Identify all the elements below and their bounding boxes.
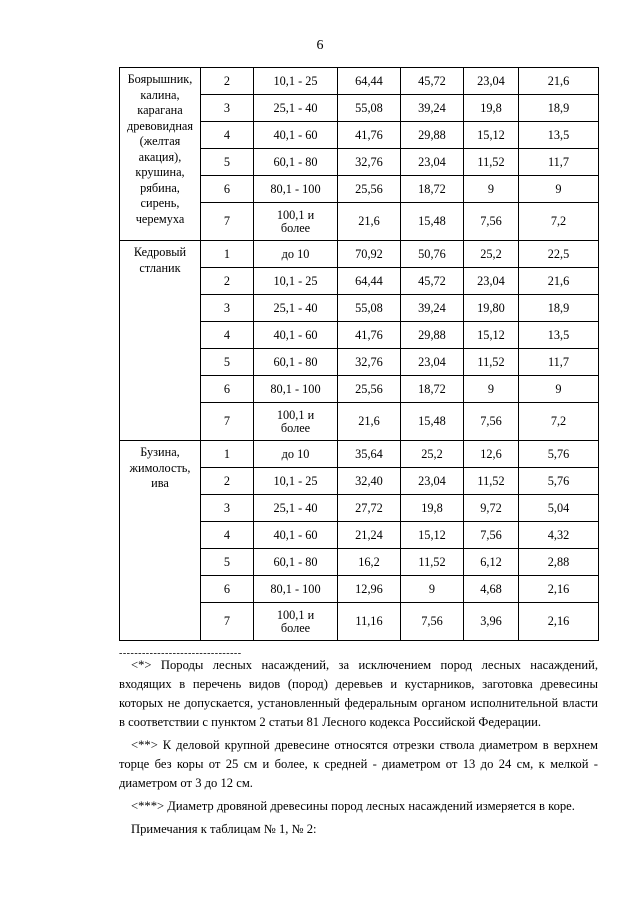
value-cell: 9 [464,376,519,403]
grade-cell: 3 [201,495,254,522]
value-cell: 29,88 [401,122,464,149]
diameter-cell: 10,1 - 25 [254,468,338,495]
value-cell: 21,24 [338,522,401,549]
grade-cell: 7 [201,403,254,441]
value-cell: 15,12 [464,122,519,149]
value-cell: 9 [519,176,599,203]
value-cell: 21,6 [519,268,599,295]
value-cell: 41,76 [338,322,401,349]
value-cell: 13,5 [519,322,599,349]
value-cell: 32,76 [338,149,401,176]
grade-cell: 2 [201,68,254,95]
value-cell: 32,76 [338,349,401,376]
value-cell: 11,52 [464,468,519,495]
value-cell: 21,6 [338,203,401,241]
grade-cell: 6 [201,576,254,603]
value-cell: 19,8 [401,495,464,522]
value-cell: 7,56 [464,522,519,549]
value-cell: 15,48 [401,203,464,241]
value-cell: 18,72 [401,176,464,203]
value-cell: 23,04 [464,268,519,295]
diameter-cell: 80,1 - 100 [254,376,338,403]
footnote-1: <*> Породы лесных насаждений, за исключением пород лесных насаждений, входящих в перечень видов (пород) деревьев и кустарников, заготовка древесины которых не допускается, установленный федеральным органом исполнительной власти в соответствии с пунктом 2 статьи 81 Лесного кодекса Российской Федерации. [119,658,598,729]
value-cell: 25,2 [401,441,464,468]
diameter-cell: 60,1 - 80 [254,549,338,576]
value-cell: 39,24 [401,295,464,322]
value-cell: 64,44 [338,268,401,295]
grade-cell: 6 [201,176,254,203]
value-cell: 55,08 [338,295,401,322]
value-cell: 45,72 [401,68,464,95]
diameter-cell: 40,1 - 60 [254,322,338,349]
remarks-heading: Примечания к таблицам № 1, № 2: [131,822,317,836]
value-cell: 25,56 [338,376,401,403]
diameter-cell: 60,1 - 80 [254,349,338,376]
table-row [120,441,599,468]
species-cell: Бузина, жимолость, ива [120,441,201,641]
value-cell: 13,5 [519,122,599,149]
grade-cell: 6 [201,376,254,403]
diameter-cell: до 10 [254,441,338,468]
diameter-cell: 10,1 - 25 [254,268,338,295]
value-cell: 25,56 [338,176,401,203]
value-cell: 18,72 [401,376,464,403]
footnotes [119,656,598,839]
value-cell: 41,76 [338,122,401,149]
value-cell: 70,92 [338,241,401,268]
value-cell: 23,04 [401,149,464,176]
value-cell: 9 [464,176,519,203]
value-cell: 9 [401,576,464,603]
value-cell: 15,48 [401,403,464,441]
grade-cell: 4 [201,522,254,549]
diameter-cell: 80,1 - 100 [254,576,338,603]
value-cell: 55,08 [338,95,401,122]
value-cell: 27,72 [338,495,401,522]
value-cell: 16,2 [338,549,401,576]
diameter-cell: 25,1 - 40 [254,95,338,122]
value-cell: 35,64 [338,441,401,468]
diameter-cell: 100,1 и более [254,603,338,641]
grade-cell: 5 [201,549,254,576]
value-cell: 7,2 [519,403,599,441]
footnote-2: <**> К деловой крупной древесине относятся отрезки ствола диаметром в верхнем торце без коры от 25 см и более, к средней - диаметром от 13 до 24 см, к мелкой - диаметром от 3 до 12 см. [119,738,598,790]
value-cell: 7,56 [464,403,519,441]
value-cell: 25,2 [464,241,519,268]
value-cell: 2,16 [519,576,599,603]
value-cell: 6,12 [464,549,519,576]
grade-cell: 4 [201,122,254,149]
value-cell: 32,40 [338,468,401,495]
value-cell: 7,2 [519,203,599,241]
grade-cell: 2 [201,268,254,295]
value-cell: 64,44 [338,68,401,95]
value-cell: 5,04 [519,495,599,522]
value-cell: 11,16 [338,603,401,641]
grade-cell: 7 [201,603,254,641]
value-cell: 5,76 [519,441,599,468]
value-cell: 18,9 [519,95,599,122]
value-cell: 15,12 [401,522,464,549]
value-cell: 19,80 [464,295,519,322]
species-cell: Боярышник, калина, карагана древовидная (желтая акация), крушина, рябина, сирень, черемуха [120,68,201,241]
value-cell: 11,52 [464,149,519,176]
value-cell: 9 [519,376,599,403]
value-cell: 11,52 [401,549,464,576]
table-body [120,68,599,641]
value-cell: 15,12 [464,322,519,349]
value-cell: 12,96 [338,576,401,603]
table-row [120,68,599,95]
diameter-cell: 100,1 и более [254,403,338,441]
diameter-cell: 25,1 - 40 [254,495,338,522]
footnote-separator: -------------------------------- [119,648,242,659]
value-cell: 18,9 [519,295,599,322]
species-cell: Кедровый стланик [120,241,201,441]
page-number: 6 [316,38,324,53]
value-cell: 23,04 [401,468,464,495]
grade-cell: 1 [201,241,254,268]
diameter-cell: 100,1 и более [254,203,338,241]
value-cell: 2,88 [519,549,599,576]
diameter-cell: до 10 [254,241,338,268]
value-cell: 4,32 [519,522,599,549]
grade-cell: 3 [201,295,254,322]
value-cell: 23,04 [464,68,519,95]
grade-cell: 5 [201,349,254,376]
value-cell: 9,72 [464,495,519,522]
value-cell: 22,5 [519,241,599,268]
value-cell: 23,04 [401,349,464,376]
value-cell: 19,8 [464,95,519,122]
value-cell: 45,72 [401,268,464,295]
value-cell: 4,68 [464,576,519,603]
timber-rate-table [119,67,599,641]
grade-cell: 5 [201,149,254,176]
grade-cell: 2 [201,468,254,495]
diameter-cell: 10,1 - 25 [254,68,338,95]
grade-cell: 1 [201,441,254,468]
diameter-cell: 25,1 - 40 [254,295,338,322]
value-cell: 7,56 [401,603,464,641]
footnote-3: <***> Диаметр дровяной древесины пород лесных насаждений измеряется в коре. [131,799,575,813]
value-cell: 3,96 [464,603,519,641]
diameter-cell: 40,1 - 60 [254,522,338,549]
value-cell: 21,6 [519,68,599,95]
value-cell: 11,52 [464,349,519,376]
diameter-cell: 80,1 - 100 [254,176,338,203]
diameter-cell: 60,1 - 80 [254,149,338,176]
table-row [120,241,599,268]
value-cell: 11,7 [519,349,599,376]
value-cell: 12,6 [464,441,519,468]
diameter-cell: 40,1 - 60 [254,122,338,149]
value-cell: 11,7 [519,149,599,176]
value-cell: 29,88 [401,322,464,349]
value-cell: 5,76 [519,468,599,495]
value-cell: 21,6 [338,403,401,441]
value-cell: 39,24 [401,95,464,122]
value-cell: 7,56 [464,203,519,241]
grade-cell: 7 [201,203,254,241]
grade-cell: 3 [201,95,254,122]
value-cell: 50,76 [401,241,464,268]
grade-cell: 4 [201,322,254,349]
value-cell: 2,16 [519,603,599,641]
